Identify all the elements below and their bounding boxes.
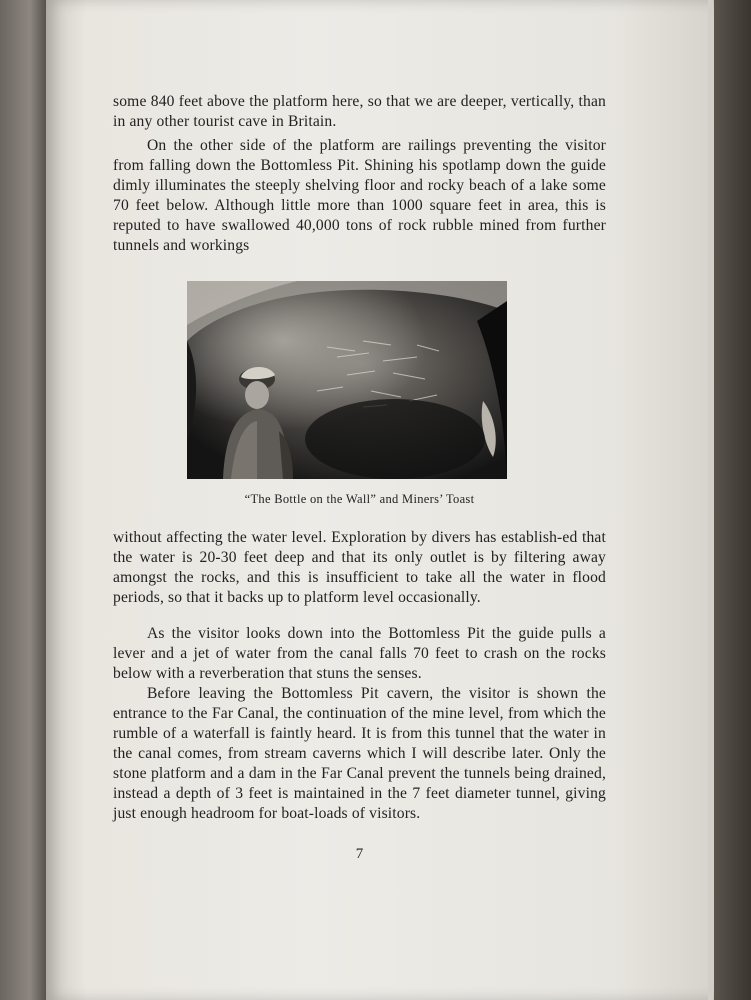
paragraph-2: On the other side of the platform are railings preventing the visitor from falling down the Bottomless Pit. Shining his spotlamp down the guide dimly illuminates the steeply shelving floor and rocky beach of a lake some 70 feet below. Although little more than 1000 square feet in area, this is reputed to have swallowed 40,000 tons of rock rubble mined from further tunnels and workings	[113, 137, 606, 254]
paragraph-4: As the visitor looks down into the Bottomless Pit the guide pulls a lever and a jet of water from the canal falls 70 feet to crash on the rocks below with a reverberation that stuns the senses.	[113, 625, 606, 682]
page-number: 7	[355, 846, 364, 862]
photo-caption: “The Bottle on the Wall” and Miners’ Toast	[244, 492, 475, 506]
paragraph-5: Before leaving the Bottomless Pit cavern, the visitor is shown the entrance to the Far Canal, the continuation of the mine level, from which the rumble of a waterfall is faintly heard. It is from this tunnel that the water in the canal comes, from stream caverns which I will describe later. Only the stone platform and a dam in the Far Canal prevent the tunnels being drained, instead a depth of 3 feet is maintained in the 7 feet diameter tunnel, giving just enough headroom for boat-loads of visitors.	[113, 685, 606, 822]
facing-page-edge	[0, 0, 50, 1000]
cave-photo-image	[187, 281, 507, 479]
page-stack-edge	[708, 0, 713, 1000]
paragraph-1: some 840 feet above the platform here, so that we are deeper, vertically, than in any other tourist cave in Britain.	[113, 93, 606, 130]
cave-photograph	[187, 281, 507, 479]
paragraph-3: without affecting the water level. Exploration by divers has establish-ed that the water is 20-30 feet deep and that its only outlet is by filtering away amongst the rocks, and this is insufficient to take all the water in flood periods, so that it backs up to platform level occasionally.	[113, 529, 606, 606]
background-surface	[713, 0, 751, 1000]
